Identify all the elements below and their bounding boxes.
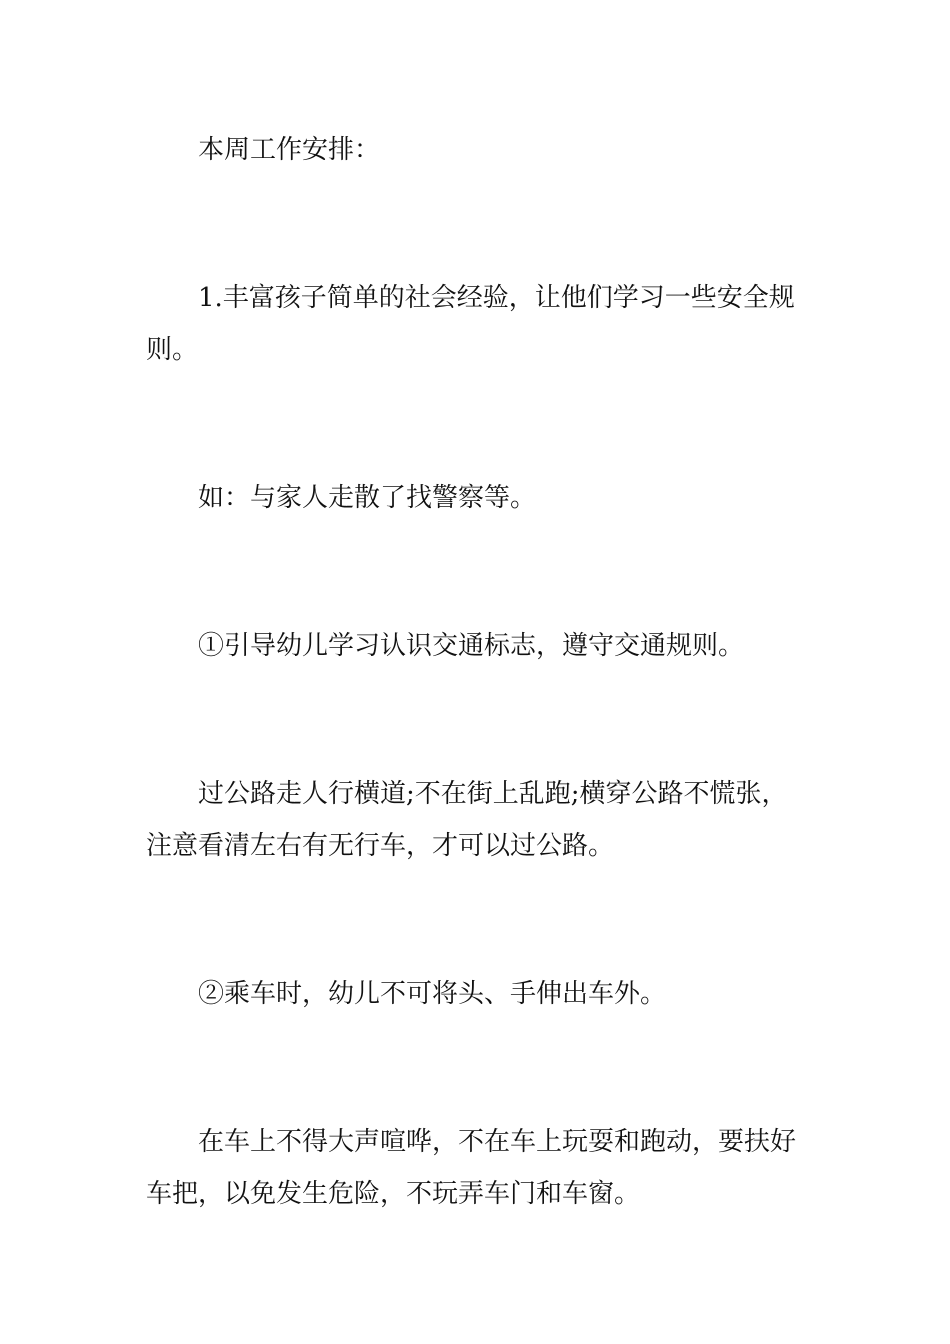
paragraph-item-1: 1.丰富孩子简单的社会经验，让他们学习一些安全规则。 — [146, 283, 795, 365]
paragraph-traffic-rules: ①引导幼儿学习认识交通标志，遵守交通规则。 — [198, 631, 745, 661]
paragraph-crossing-road: 过公路走人行横道;不在街上乱跑;横穿公路不慌张，注意看清左右有无行车，才可以过公路。 — [146, 779, 788, 861]
paragraph-vehicle-behavior: 在车上不得大声喧哗，不在车上玩耍和跑动，要扶好车把，以免发生危险，不玩弄车门和车窗。 — [146, 1127, 797, 1209]
paragraph-riding-vehicle: ②乘车时，幼儿不可将头、手伸出车外。 — [198, 979, 667, 1009]
section-heading: 本周工作安排： — [198, 135, 381, 165]
paragraph-example: 如：与家人走散了找警察等。 — [198, 483, 537, 513]
